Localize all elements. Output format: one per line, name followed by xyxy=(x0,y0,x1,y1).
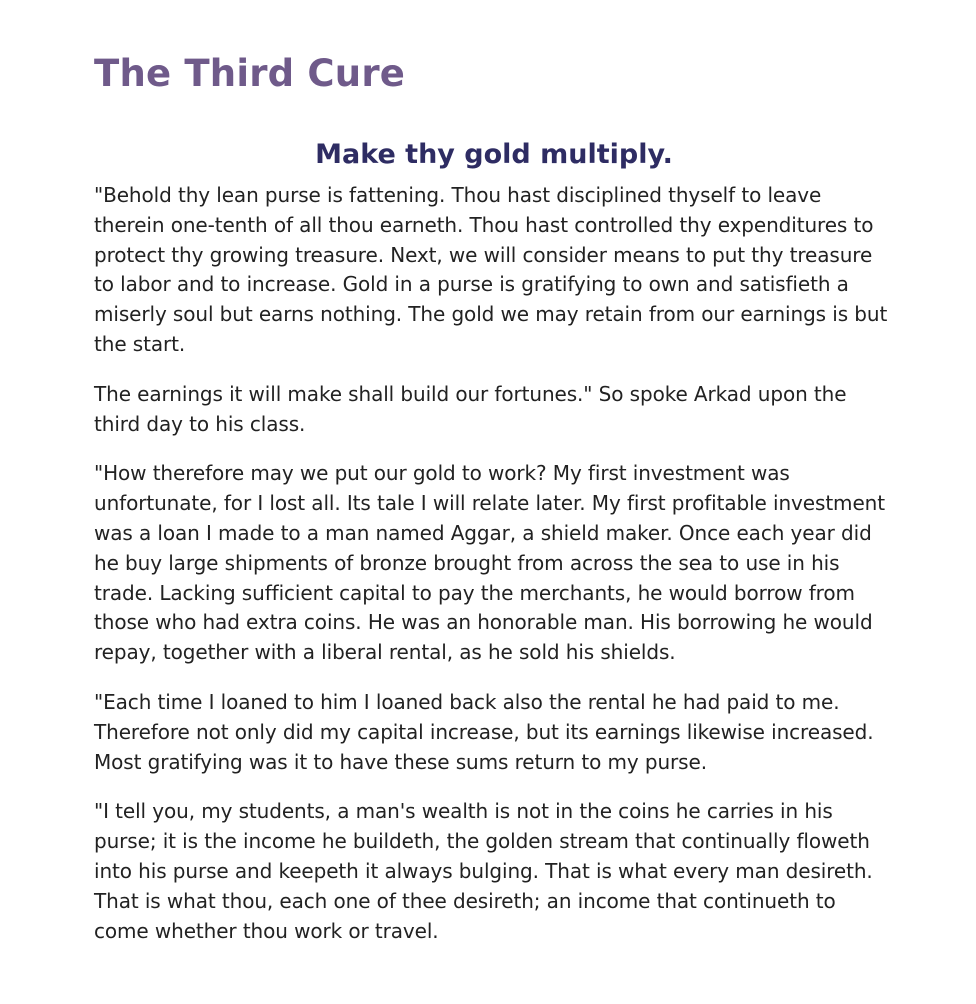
paragraph-2: The earnings it will make shall build our fortunes." So spoke Arkad upon the third day to his class. xyxy=(94,381,847,436)
chapter-title: The Third Cure xyxy=(94,52,406,95)
chapter-subtitle: Make thy gold multiply. xyxy=(315,139,673,170)
paragraph-3: "How therefore may we put our gold to work? My first investment was unfortunate, for I lost all. Its tale I will relate later. My first profitable investment was a loan I made to a man named Aggar, a shield maker. Once each year did he buy large shipments of bronze brought from across the sea to use in his trade. Lacking sufficient capital to pay the merchants, he would borrow from those who had extra coins. He was an honorable man. His borrowing he would repay, together with a liberal rental, as he sold his shields. xyxy=(94,461,885,665)
paragraph-1: "Behold thy lean purse is fattening. Thou hast disciplined thyself to leave therein one-tenth of all thou earneth. Thou hast controlled thy expenditures to protect thy growing treasure. Next, we will consider means to put thy treasure to labor and to increase. Gold in a purse is gratifying to own and satisfieth a miserly soul but earns nothing. The gold we may retain from our earnings is but the start. xyxy=(94,183,888,356)
document-page xyxy=(94,0,894,946)
paragraph-4: "Each time I loaned to him I loaned back also the rental he had paid to me. Therefore not only did my capital increase, but its earnings likewise increased. Most gratifying was it to have these sums return to my purse. xyxy=(94,689,874,774)
paragraph-5: "I tell you, my students, a man's wealth is not in the coins he carries in his purse; it is the income he buildeth, the golden stream that continually floweth into his purse and keepeth it always bulging. That is what every man desireth. That is what thou, each one of thee desireth; an income that continueth to come whether thou work or travel. xyxy=(94,799,873,943)
